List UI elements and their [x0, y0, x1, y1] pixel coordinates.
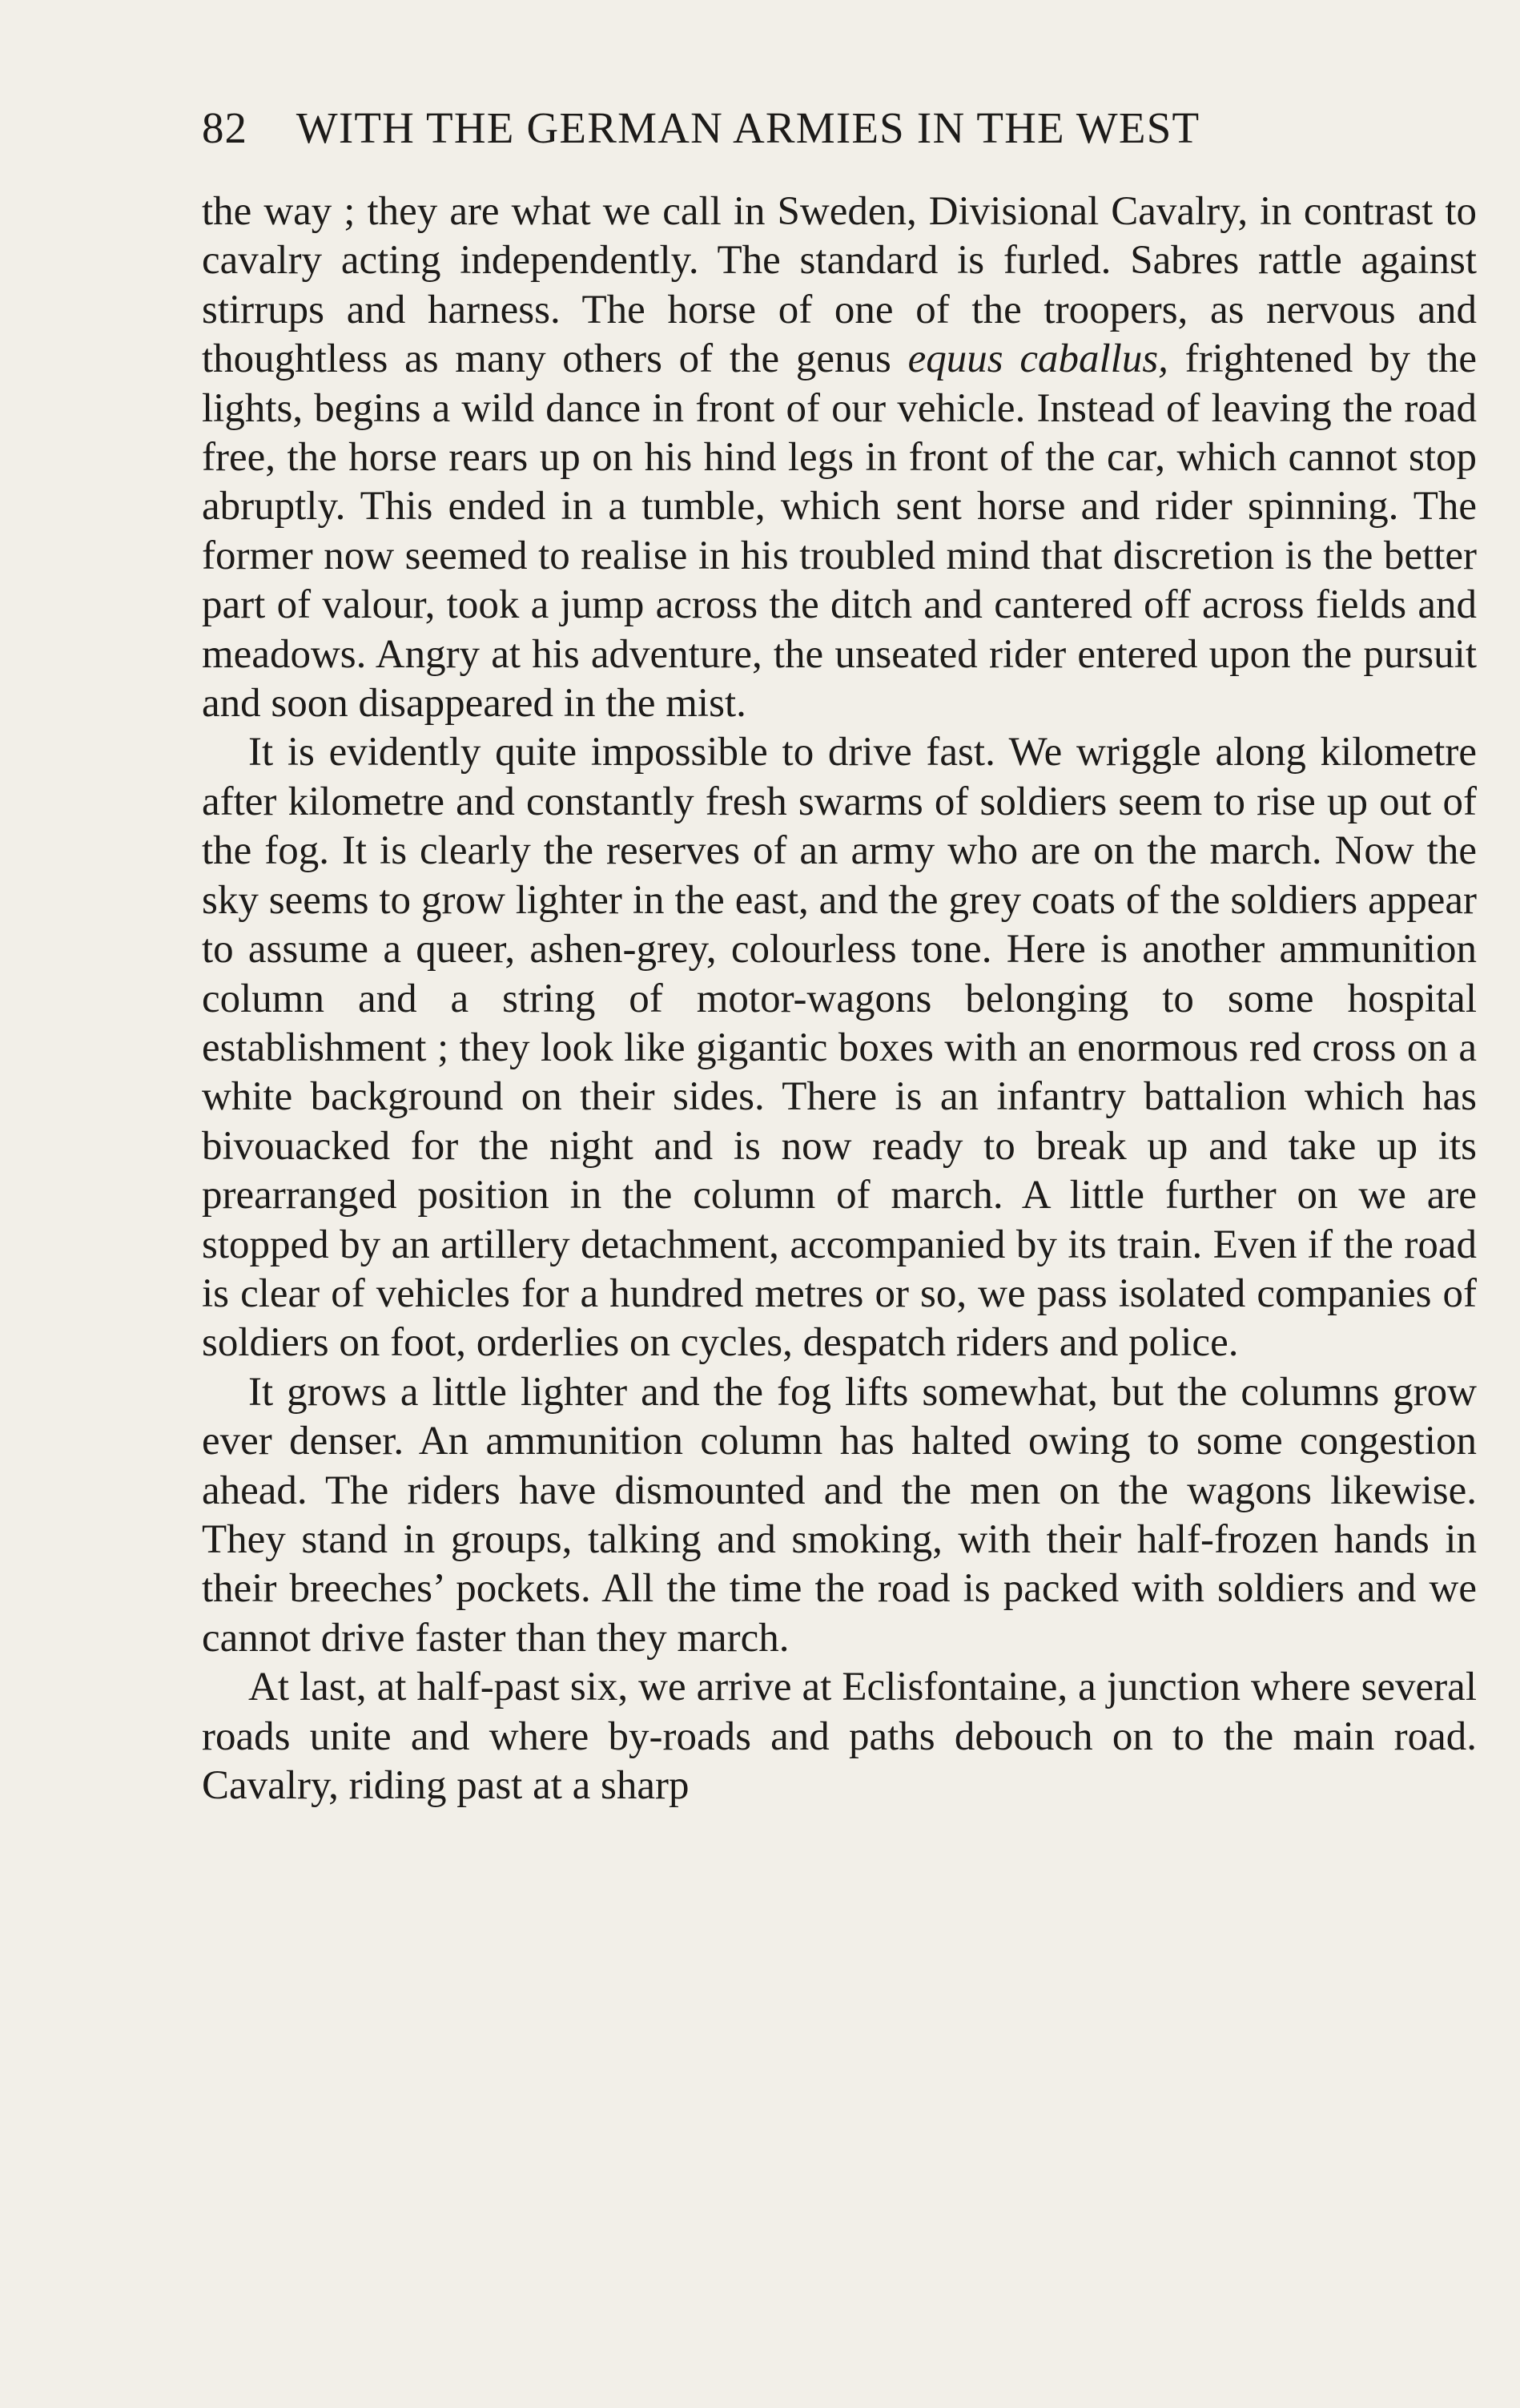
- paragraph-text: frightened by the lights, begins a wild dance in front of our vehicle. Instead of leaving the road free, the horse rears up on his hind legs in front of the car, which cannot stop abruptly. This ended in a tumble, which sent horse and rider spinning. The former now seemed to realise in his troubled mind that discretion is the better part of valour, took a jump across the ditch and cantered off across fields and meadows. Angry at his adventure, the unseated rider entered upon the pursuit and soon disappeared in the mist.: [202, 336, 1478, 727]
- page-body: [202, 187, 1477, 1810]
- body-paragraph: It grows a little lighter and the fog lifts somewhat, but the columns grow ever denser. An ammunition column has halted owing to some congestion ahead. The riders have dismounted and the men on the wagons likewise. They stand in groups, talking and smoking, with their half-frozen hands in their breeches’ pockets. All the time the road is packed with soldiers and we cannot drive faster than they march.: [202, 1369, 1477, 1661]
- italic-phrase: equus caballus,: [907, 336, 1168, 382]
- body-paragraph: It is evidently quite impossible to drive fast. We wriggle along kilometre after kilometre and constantly fresh swarms of soldiers seem to rise up out of the fog. It is clearly the reserves of an army who are on the march. Now the sky seems to grow lighter in the east, and the grey coats of the soldiers appear to assume a queer, ashen-grey, colourless tone. Here is another ammunition column and a string of motor-wagons belonging to some hospital establishment ; they look like gigantic boxes with an enormous red cross on a white background on their sides. There is an infantry battalion which has bivouacked for the night and is now ready to break up and take up its prearranged position in the column of march. A little further on we are stopped by an artillery detachment, accompanied by its train. Even if the road is clear of vehicles for a hundred metres or so, we pass isolated companies of soldiers on foot, orderlies on cycles, despatch riders and police.: [202, 730, 1477, 1366]
- body-paragraph: [202, 187, 1477, 728]
- page-header: [202, 96, 1403, 160]
- body-paragraph: At last, at half-past six, we arrive at Eclisfontaine, a junction where several roads unite and where by-roads and paths debouch on to the main road. Cavalry, riding past at a sharp: [202, 1665, 1477, 1808]
- paragraph-text: the way ; they are what we call in Sweden, Divisional Cavalry, in contrast to cavalry acting independently. The standard is furled. Sabres rattle against stirrups and harness. The horse of one of the troopers, as nervous and thoughtless as many others of the genus: [202, 189, 1477, 382]
- running-head: WITH THE GERMAN ARMIES IN THE WEST: [296, 103, 1200, 152]
- page-number: 82: [202, 103, 247, 152]
